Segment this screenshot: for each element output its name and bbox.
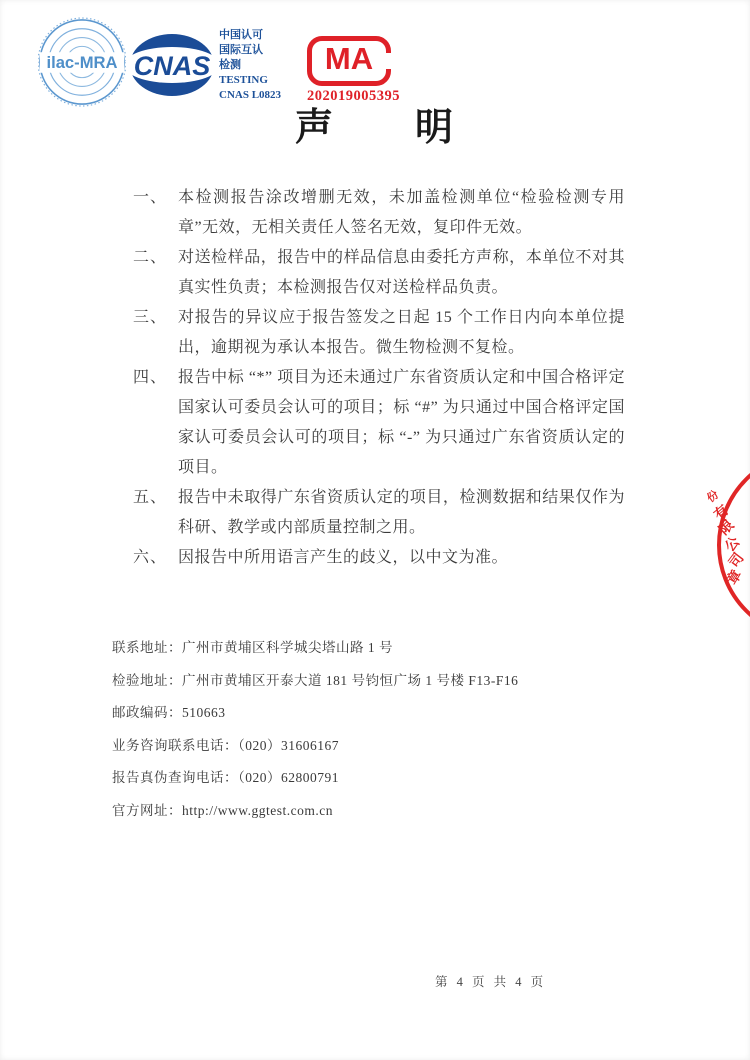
seal-character: 章 (725, 567, 746, 588)
statement-item (133, 543, 625, 573)
statement-number: 一、 (133, 189, 168, 206)
accreditation-line: 国际互认 (219, 44, 263, 56)
accreditation-text-block (219, 28, 295, 103)
statement-number: 二、 (133, 249, 168, 266)
statement-list (133, 183, 625, 573)
statement-text: 本检测报告涂改增删无效，未加盖检测单位“检验检测专用章”无效，无相关责任人签名无效，复印件无效。 (178, 189, 625, 236)
statement-text: 因报告中所用语言产生的歧义，以中文为准。 (178, 549, 509, 566)
ilac-mra-label: ilac-MRA (46, 52, 118, 72)
contact-label: 报告真伪查询电话： (112, 770, 238, 786)
statement-item (133, 243, 625, 303)
contact-value: 510663 (182, 705, 226, 721)
statement-item (133, 483, 625, 543)
cma-logo (307, 36, 391, 86)
postal-code-line (112, 697, 632, 730)
seal-character: 公 (722, 534, 744, 556)
cnas-logo (128, 30, 216, 100)
verification-phone-line (112, 762, 632, 795)
statement-text: 对报告的异议应于报告签发之日起 15 个工作日内向本单位提出，逾期视为承认本报告。微生物检测不复检。 (178, 309, 625, 356)
statement-text: 对送检样品，报告中的样品信息由委托方声称，本单位不对其真实性负责；本检测报告仅对送检样品负责。 (178, 249, 625, 296)
statement-text: 报告中未取得广东省资质认定的项目，检测数据和结果仅作为科研、教学或内部质量控制之用。 (178, 489, 625, 536)
statement-item (133, 363, 625, 483)
contact-label: 业务咨询联系电话： (112, 737, 238, 753)
statement-item (133, 303, 625, 363)
website-url: http://www.ggtest.com.cn (182, 802, 333, 818)
cnas-label: CNAS (133, 51, 211, 81)
seal-character: 司 (726, 550, 748, 572)
cnas-logo-graphic (128, 30, 216, 100)
ilac-mra-logo (38, 16, 126, 108)
seal-character: 份 (705, 488, 722, 505)
business-phone-line (112, 730, 632, 763)
page-number-footer: 第 4 页 共 4 页 (435, 975, 547, 989)
contact-info-block (112, 632, 632, 828)
statement-number: 六、 (133, 549, 168, 566)
statement-number: 三、 (133, 309, 168, 326)
accreditation-logo-row (38, 16, 407, 108)
contact-label: 联系地址： (112, 640, 182, 655)
contact-label: 官方网址： (112, 802, 182, 818)
statement-number: 四、 (133, 369, 168, 386)
seal-character: 限 (716, 517, 738, 539)
contact-value: （020）62800791 (238, 770, 339, 786)
statement-number: 五、 (133, 489, 168, 506)
contact-label: 检验地址： (112, 672, 182, 688)
cma-label: MA (324, 41, 374, 76)
accreditation-line: 检测 (219, 59, 241, 71)
seal-character: 有 (711, 502, 733, 524)
statement-item (133, 183, 625, 243)
company-seal-partial (695, 450, 750, 625)
ilac-mra-logo-graphic (38, 16, 126, 108)
statement-text: 报告中标 “*” 项目为还未通过广东省资质认定和中国合格评定国家认可委员会认可的项目；标 “#” 为只通过中国合格评定国家认可委员会认可的项目；标 “-” 为只通过广东省资质认定的项目。 (178, 369, 625, 476)
accreditation-line: TESTING (219, 74, 268, 86)
contact-address-line (112, 632, 632, 665)
cma-logo-opening (386, 53, 391, 69)
contact-value: （020）31606167 (238, 737, 339, 753)
page-title: 声 明 (294, 107, 455, 149)
contact-value: 广州市黄埔区科学城尖塔山路 1 号 (182, 640, 393, 655)
seal-ring (717, 450, 750, 625)
cma-logo-block (307, 36, 407, 105)
cma-certificate-number: 202019005395 (307, 88, 400, 104)
accreditation-line: 中国认可 (219, 29, 263, 41)
inspection-address-line (112, 665, 632, 698)
contact-value: 广州市黄埔区开泰大道 181 号钧恒广场 1 号楼 F13-F16 (182, 672, 519, 688)
website-line (112, 795, 632, 828)
accreditation-line: CNAS L0823 (219, 89, 282, 101)
contact-label: 邮政编码： (112, 705, 182, 721)
